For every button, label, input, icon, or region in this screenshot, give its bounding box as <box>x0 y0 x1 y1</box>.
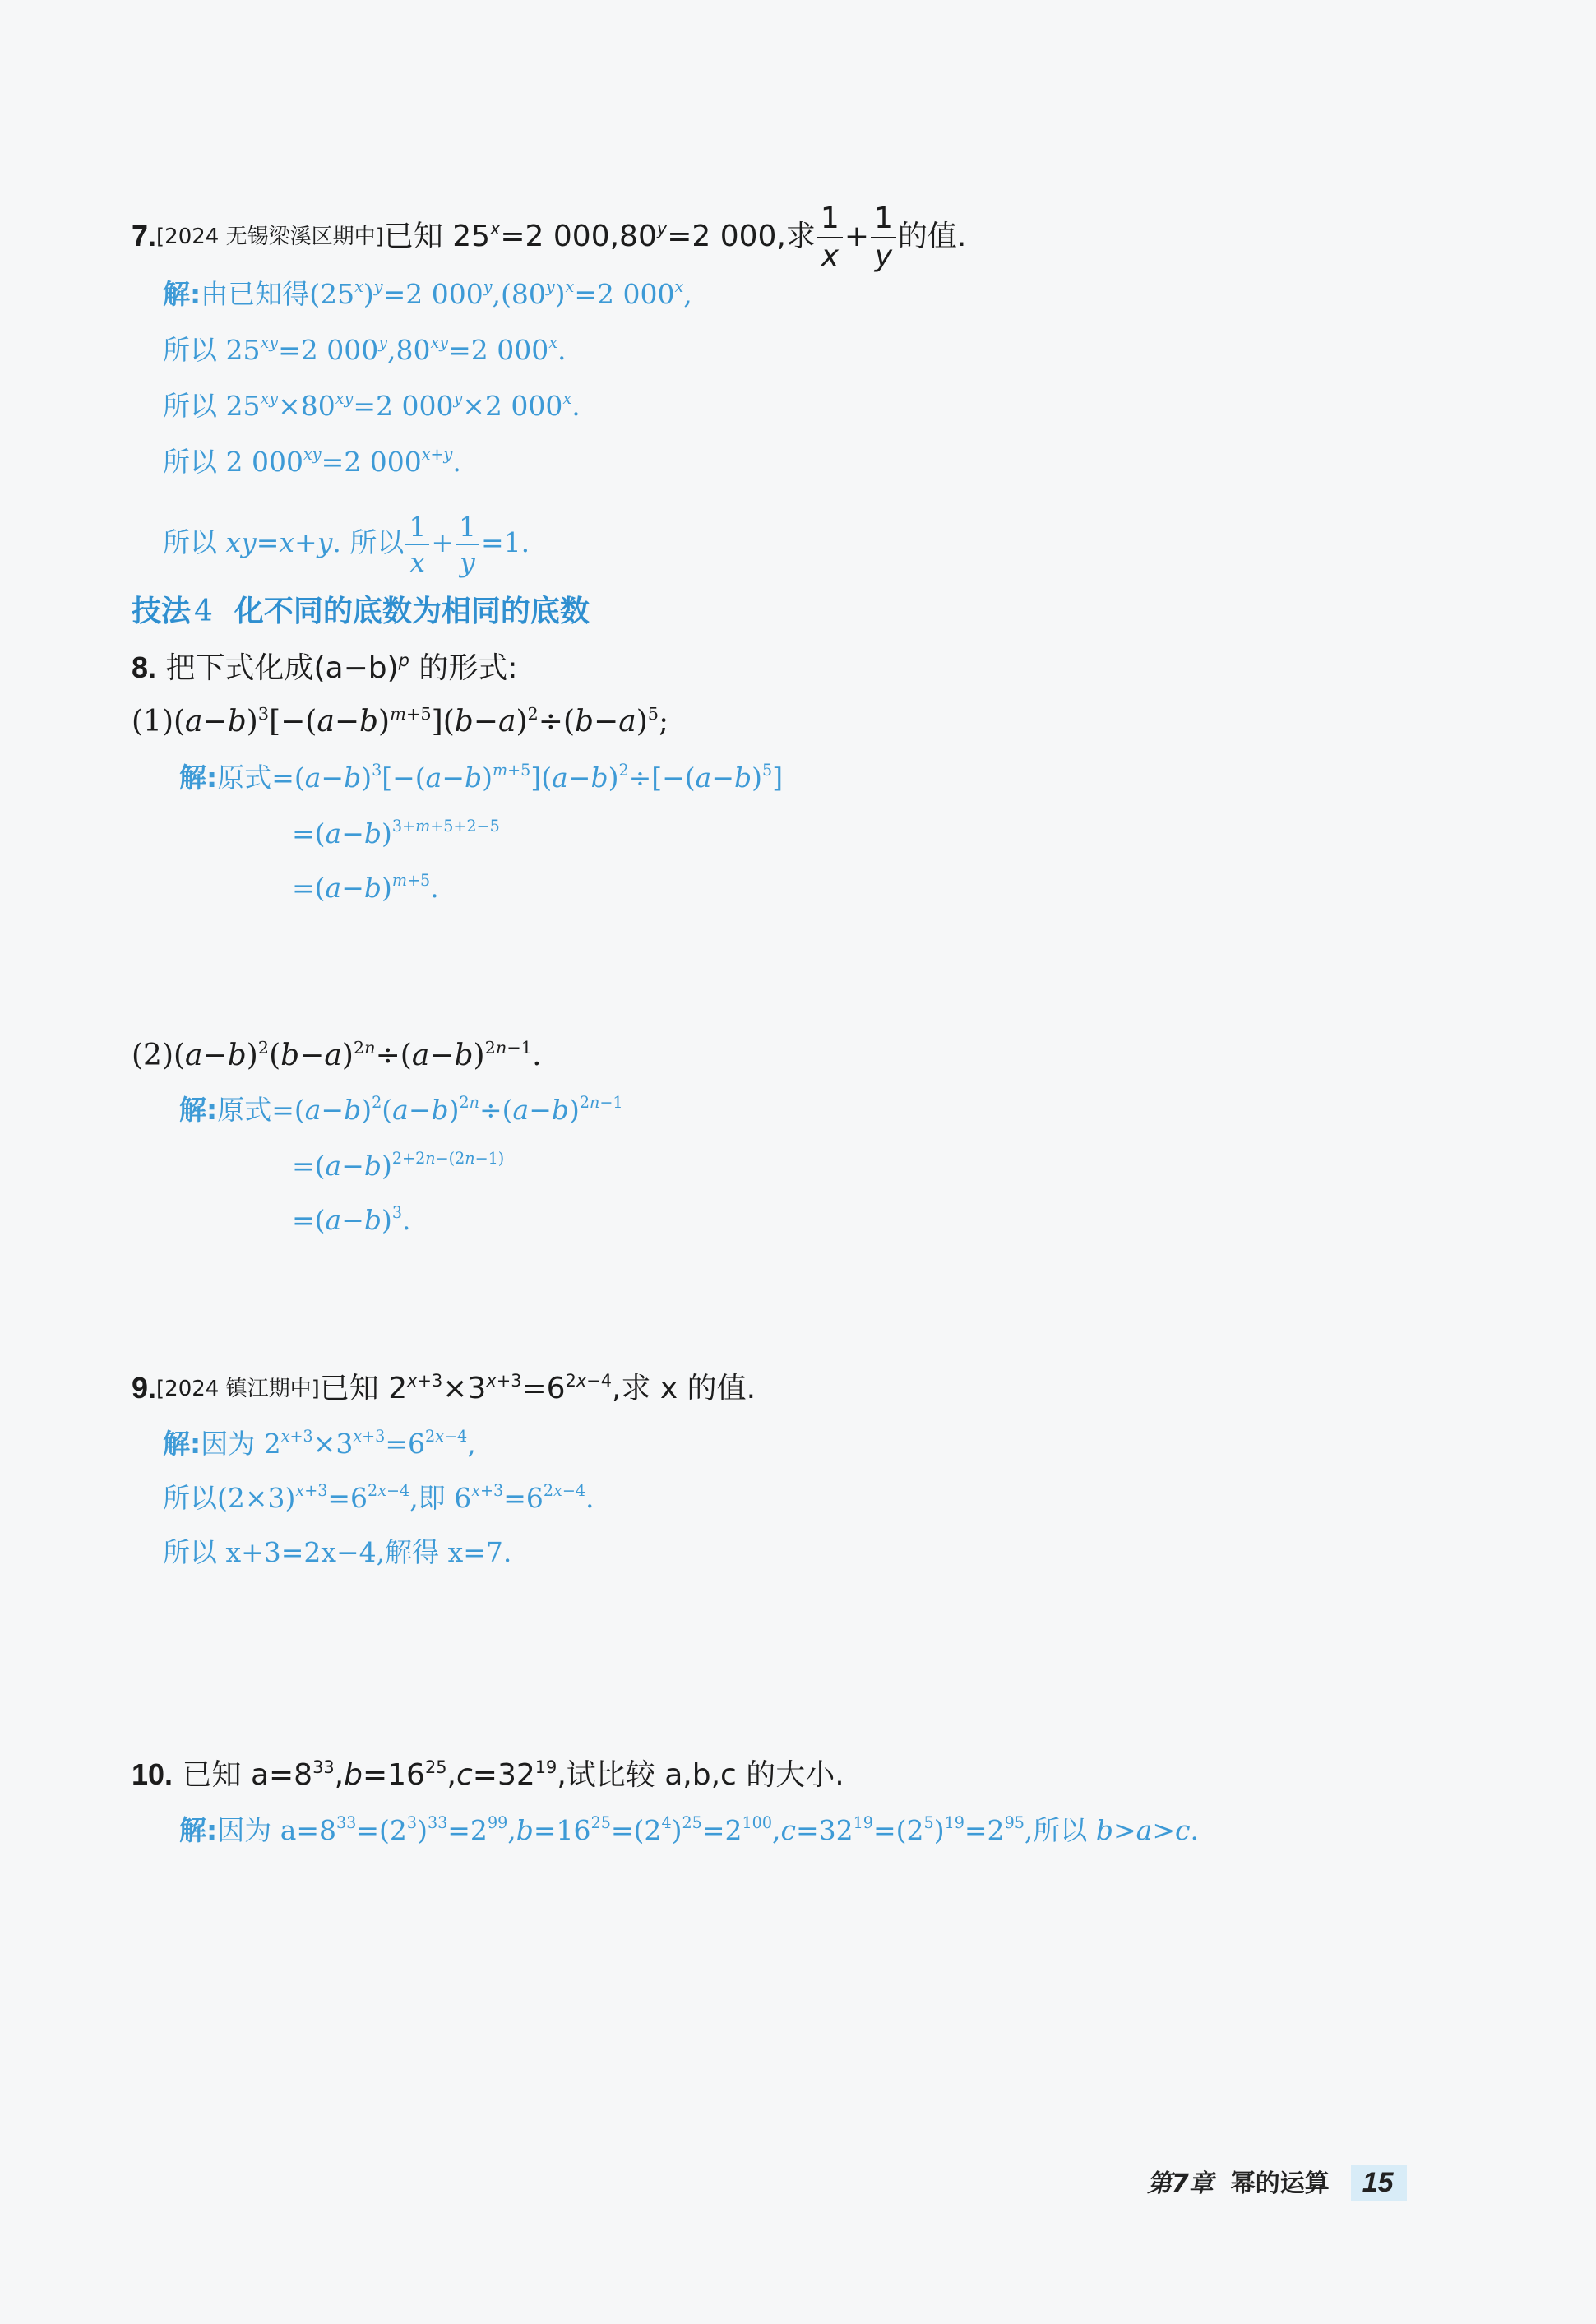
q7-solution-line-1: 解:由已知得$(25^x)^y=2$ $000^y,(80^y)^x=2$ 000$^x$, <box>163 277 692 310</box>
q9-solution-line-2: 所以$(2\times 3)^{x+3}=6^{2x-4}$,即 $6^{x+3}=6^{2x-4}$. <box>163 1481 594 1514</box>
q8-part-2: $(2)(a-b)^2(b-a)^{2n}\div(a-b)^{2n-1}$. <box>132 1038 542 1072</box>
question-number: 7. <box>132 219 157 252</box>
question-source: [2024 镇江期中] <box>156 1377 320 1401</box>
solution-label: 解: <box>179 762 218 794</box>
question-source: [2024 无锡梁溪区期中] <box>156 225 384 249</box>
q8-1-solution-line-1: 解:原式$=(a-b)^3[-(a-b)^{m+5}](a-b)^2\div[-(a-b)^5]$ <box>179 761 784 794</box>
page-footer <box>1147 2163 1407 2201</box>
q8-2-solution-line-1: 解:原式$=(a-b)^2(a-b)^{2n}\div(a-b)^{2n-1}$ <box>179 1093 623 1126</box>
solution-label: 解: <box>179 1814 218 1846</box>
fraction-1-over-y: $\frac{1}{y}$ <box>456 513 479 576</box>
q7-solution-line-3: 所以 $25^{xy}\times 80^{xy}=2$ $000^y\times 2$ 000$^x$. <box>163 389 581 422</box>
question-9: 9.[2024 镇江期中]已知 $2^{x+3}\times 3^{x+3}=6^{2x-4}$,求 x 的值. <box>132 1371 756 1405</box>
q7-solution-line-4: 所以 2 $000^{xy}=2$ $000^{x+y}$. <box>163 445 461 478</box>
page-number: 15 <box>1351 2165 1407 2201</box>
question-10: 10. 已知 $a=8^{33},b=16^{25},c=32^{19}$,试比较 a,b,c 的大小. <box>132 1757 844 1792</box>
q9-solution-line-3: 所以 x+3=2x−4,解得 x=7. <box>163 1536 512 1568</box>
q8-part-1: $(1)(a-b)^3[-(a-b)^{m+5}](b-a)^2\div(b-a)^5$; <box>132 704 669 738</box>
chapter-title: 幂的运算 <box>1230 2169 1330 2198</box>
q7-solution-line-2: 所以 $25^{xy}=2$ $000^y,80^{xy}=2$ 000$^x$. <box>163 333 567 366</box>
question-7: 7.[2024 无锡梁溪区期中]已知 $25^x=2$ $000,80^y=2$ 000,求 $\frac{1}{x}$ + $\frac{1}{y}$ 的值. <box>132 201 967 273</box>
q8-1-solution-line-3: $=(a-b)^{m+5}$. <box>292 871 439 904</box>
q9-solution-line-1: 解:因为 $2^{x+3}\times 3^{x+3}=6^{2x-4}$, <box>163 1427 476 1460</box>
q8-2-solution-line-3: $=(a-b)^3$. <box>292 1203 411 1236</box>
fraction-1-over-y: $\frac{1}{y}$ <box>871 204 896 271</box>
q10-solution: 解:因为 $a=8^{33}=(2^3)^{33}=2^{99},b=16^{25}=(2^4)^{25}=2^{100},c=32^{19}=(2^5)^{19}=2^{95}$,所以 b>a>c. <box>179 1813 1199 1846</box>
question-8: 8. 把下式化成$(a-b)^p$ 的形式: <box>132 650 518 685</box>
technique-heading: 技法 4 化不同的底数为相同的底数 <box>132 595 590 628</box>
solution-label: 解: <box>179 1094 218 1126</box>
solution-label: 解: <box>163 278 201 310</box>
question-number: 10. <box>132 1757 173 1791</box>
chapter-label: 第7章 <box>1147 2169 1214 2198</box>
question-number: 9. <box>132 1371 157 1405</box>
q8-2-solution-line-2: $=(a-b)^{2+2n-(2n-1)}$ <box>292 1149 505 1182</box>
question-number: 8. <box>132 650 157 684</box>
solution-label: 解: <box>163 1428 201 1460</box>
fraction-1-over-x: $\frac{1}{x}$ <box>817 204 843 271</box>
q8-1-solution-line-2: $=(a-b)^{3+m+5+2-5}$ <box>292 817 500 850</box>
q7-solution-line-5: 所以 xy=x+y. 所以 $\frac{1}{x}$ + $\frac{1}{y}$ =1. <box>163 511 530 578</box>
fraction-1-over-x: $\frac{1}{x}$ <box>405 513 429 576</box>
